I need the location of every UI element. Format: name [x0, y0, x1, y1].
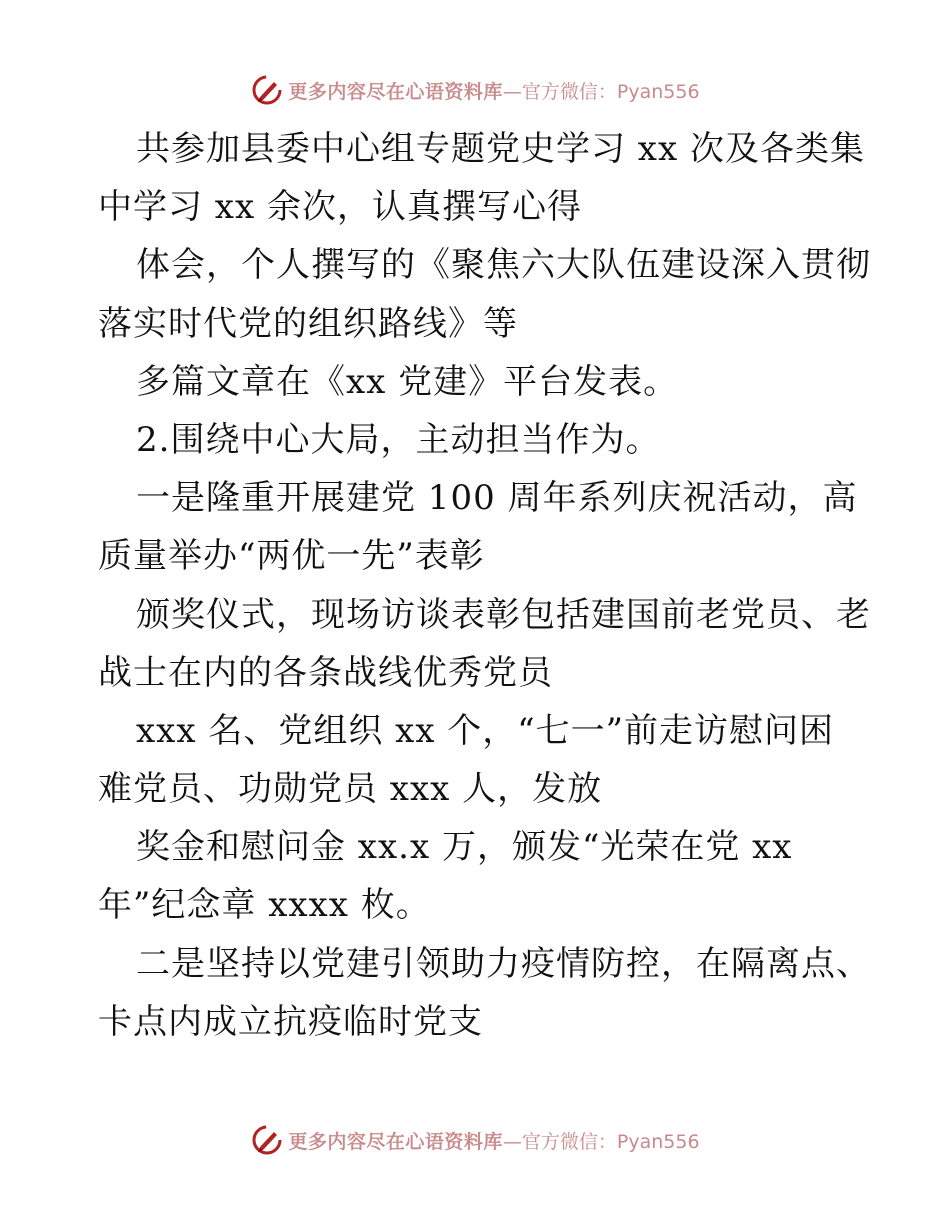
text-line: 年”纪念章 xxxx 枚。 [98, 885, 431, 926]
text-line: 奖金和慰问金 xx.x 万，颁发“光荣在党 xx [136, 827, 793, 868]
footer-watermark-text: 更多内容尽在心语资料库 [288, 1130, 503, 1153]
header-watermark-text: 更多内容尽在心语资料库 [288, 80, 503, 103]
text-line: 共参加县委中心组专题党史学习 xx 次及各类集 [136, 129, 865, 169]
text-line: 战士在内的各条战线优秀党员 [98, 652, 553, 693]
footer-watermark-wechat: —官方微信：Pyan556 [502, 1130, 700, 1153]
text-line: 一是隆重开展建党 100 周年系列庆祝活动，高 [136, 478, 858, 519]
text-line: 卡点内成立抗疫临时党支 [98, 1001, 483, 1042]
text-line: 质量举办“两优一先”表彰 [98, 536, 485, 577]
text-line: 二是坚持以党建引领助力疫情防控，在隔离点、 [136, 943, 871, 984]
text-line: 中学习 xx 余次，认真撰写心得 [98, 187, 582, 228]
text-line: 落实时代党的组织路线》等 [98, 303, 518, 344]
text-line: 颁奖仪式，现场访谈表彰包括建国前老党员、老 [136, 594, 871, 635]
pen-logo-icon [250, 73, 284, 107]
text-line: 2.围绕中心大局，主动担当作为。 [136, 419, 661, 460]
text-line: xxx 名、党组织 xx 个，“七一”前走访慰问困 [136, 710, 835, 751]
document-body [98, 120, 871, 1051]
footer-watermark [0, 1120, 950, 1160]
text-line: 多篇文章在《xx 党建》平台发表。 [136, 361, 679, 402]
header-watermark [0, 70, 950, 110]
pen-logo-icon [250, 1123, 284, 1157]
header-watermark-wechat: —官方微信：Pyan556 [502, 80, 700, 103]
text-line: 体会，个人撰写的《聚焦六大队伍建设深入贯彻 [136, 245, 871, 286]
text-line: 难党员、功勋党员 xxx 人，发放 [98, 769, 603, 810]
